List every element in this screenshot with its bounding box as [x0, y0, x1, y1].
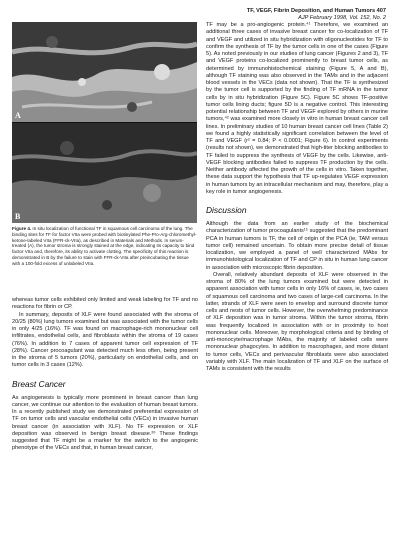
micrograph-panel-b [12, 122, 197, 223]
micrograph-panel-a [12, 22, 197, 122]
section-heading-discussion: Discussion [206, 205, 247, 215]
paragraph: TF may be a pro-angiogenic protein.⁴¹ Therefore, we examined an additional three cases of invasive breast cancer for co-localization of TF and VEGF and utilized in situ hybridization with oligonucleotides for TF to confirm the synthesis of TF by the tumor cells in one of the cases (Figure 5). As noted previously in our studies of lung cancer (Figures 2 and 3), TF and VEGF proteins co-localized prominently to breast tumor cells, as determined by immunohistochemical staining (Figure 5, A and B), although TF staining was also observed in the TAMs and in the adjacent blood vessels in the VECs (data not shown). That the TF is synthesized by the tumor cell is supported by the finding of TF mRNA in the tumor cells by in situ hybridization (Figure 5C). Figure 5C shows TF-positive tumor cells lining ducts; figure 5D is a negative control. This interesting potential relationship between TF and VEGF explored by others in murine tumors,⁴² was examined more closely in vitro in human breast cancer cell lines. In preliminary studies of 10 human breast cancer cell lines (Table 2) we found a highly statistically significant correlation between the level of TF and VEGF (r² = 0.84; P < 0.0001; Figure 6). In control experiments (results not shown), we demonstrated that high-titer blocking antibodies to TF failed to suppress the synthesis of VEGF by the cells. Likewise, anti-VEGF blocking antibodies failed to suppress TF production by the cells. Neither antibody affected the growth of the cells in vitro. Taken together, these data support the hypothesis that TF up-regulates VEGF expression in human tumors by an intracellular mechanism and may, therefore, play a key role in tumor angiogenesis. [206, 22, 388, 195]
panel-label-b: B [15, 212, 21, 221]
caption-text: In situ localization of functional TF in squamous cell carcinoma of the lung. The binding sites for TF for factor VIIa were probed with biotinylated Phe-Pro-Arg-chloromethyl-ketone-labeled VIIa (FFR-ck-VIIa), as described in Materials and Methods. In serum-treated (A), the tumor stroma is strongly stained at the edge, indicating its capacity to bind factor VIIa and, therefore, its ability to activate clotting. The specificity of this reaction is demonstrated in B by the failure to stain with FFR-ck-VIIa after preincubating the tissue with a 100-fold excess of unlabeled VIIa. [12, 226, 197, 266]
right-column [206, 22, 388, 373]
paragraph: As angiogenesis is typically more prominent in breast cancer than lung cancer, we continue our attention to the evaluation of human breast tumors. In a recently published study we demonstrated preferential expression of TF on tumor cells and vascular endothelial cells (VECs) in invasive human breast cancer (in association with XLF). No TF expression or XLF deposition was observed in benign breast disease.²⁰ These findings suggested that TF might be a marker for the switch to the angiogenic phenotype of the VECs and that, in human breast cancer, [12, 394, 198, 452]
journal-line: AJP February 1998, Vol. 152, No. 2 [298, 15, 386, 21]
left-column [12, 297, 198, 453]
paragraph: whereas tumor cells exhibited only limited and weak labeling for TF and no reactions for fibrin or CP. [12, 297, 198, 311]
paragraph: Overall, relatively abundant deposits of XLF were observed in the stroma of 80% of the lung tumors examined but were detected in apparent association with tumor cells in only 16% of cases, ie, two cases of squamous cell carcinoma and two cases of large-cell carcinoma. In the latter, strands of XLF were seen to envelop and surround discrete tumor cells and nests of tumor cells. However, the overwhelming predominance of XLF deposition was in tumor stroma. Within the tumor stroma, fibrin was frequently localized in association with or in proximity to host mononuclear cells. Moreover, by morphological criteria and by binding of anti-monocyte/macrophage MAbs, the majority of labeled cells were mononuclear phagocytes. In addition to macrophages, and more distant to tumor cells, VECs and perivascular fibroblasts were also associated variably with XLF. The main localization of TF and XLF on the surface of TAMs is consistent with the results [206, 271, 388, 372]
panel-label-a: A [15, 111, 21, 120]
caption-label: Figure 4. [12, 226, 32, 231]
micrograph-a-image [12, 22, 197, 122]
paragraph: In summary, deposits of XLF were found associated with the stroma of 20/25 (80%) lung tumors examined but was associated with the tumor cells in only 4/25 (16%). TF was found on macrophage-rich mononuclear cell infiltrates, endothelial cells, and fibroblasts within the stroma of 19 cases (76%). In addition to 7 cases of apparent tumor cell expression of TF (28%). Cancer procoagulant was detected much less often, being present in the stroma of 5 tumors (20%), particularly on endothelial cells, and on tumor cells in 3 cases (12%). [12, 311, 198, 369]
figure-4 [12, 22, 197, 222]
section-heading-breast-cancer: Breast Cancer [12, 378, 66, 389]
running-title: TF, VEGF, Fibrin Deposition, and Human Tumors 407 [246, 8, 386, 14]
figure-caption [12, 226, 198, 267]
paragraph: Although the data from an earlier study of the biochemical characterization of tumor procoagulants¹⁵ suggested that the predominant PCA in human tumors is TF, the cell of origin of the PCA (ie, TAM versus tumor cell) remained uncertain. To obtain more precise detail of tissue localization, we employed a panel of well characterized MAbs for immunohistological localization of TF and CP in situ in human lung cancer in association with microscopic fibrin deposition. [206, 221, 388, 271]
running-header [247, 8, 386, 22]
micrograph-b-image [12, 123, 197, 223]
